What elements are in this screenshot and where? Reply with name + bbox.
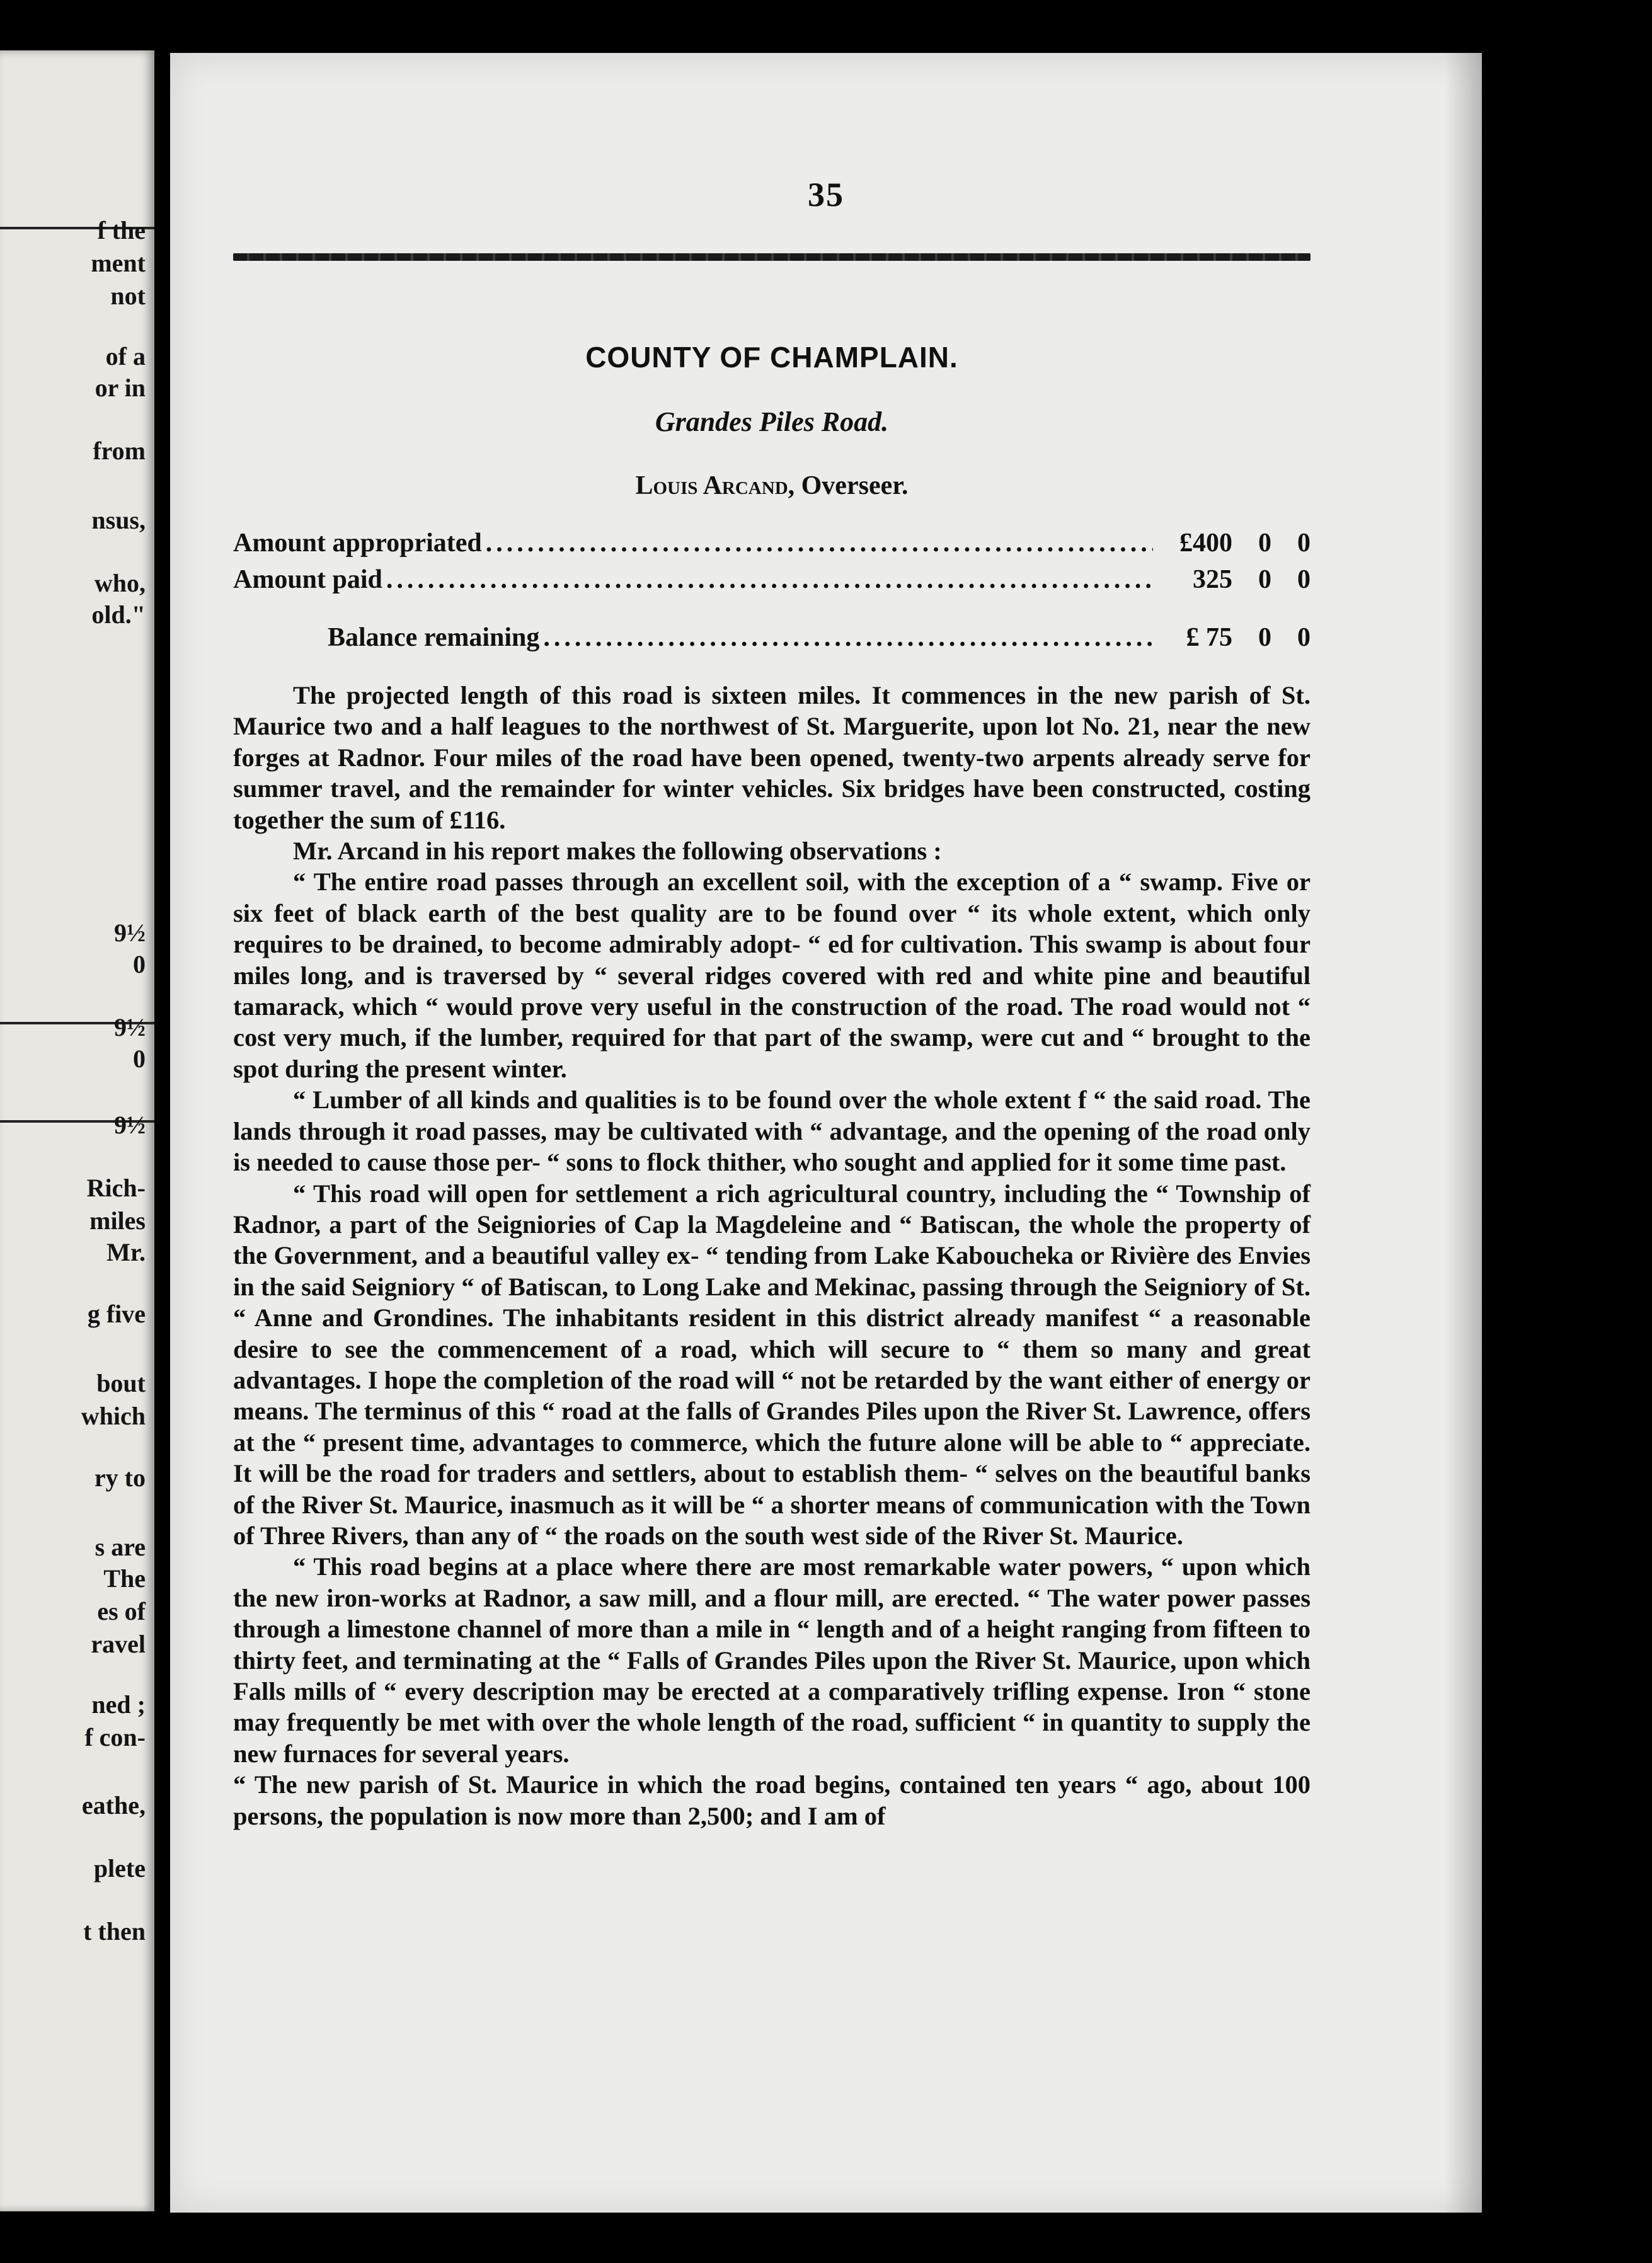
- left-page-fragment: eathe,: [81, 1791, 146, 1819]
- left-page-fragment: ment: [91, 249, 146, 277]
- paragraph: “ This road begins at a place where there are most remarkable water powers, “ upon which the new iron-works at Radnor, a saw mill, and a flour mill, are erected. “ The water power passes through a limestone channel of more than a mile in “ length and of a height ranging from fifteen to thirty feet, and terminating at the “ Falls of Grandes Piles upon the River St. Maurice, upon which Falls mills of “ every description may be erected at a comparatively trifling expense. Iron “ stone may frequently be met with over the whole length of the road, sufficient “ in quantity to supply the new furnaces for several years.: [233, 1552, 1311, 1768]
- left-page-fragment: 0: [133, 950, 146, 978]
- leader-dots: [386, 561, 1153, 598]
- book-page: [170, 53, 1482, 2213]
- left-page-fragment: 0: [133, 1045, 146, 1073]
- left-page-fragment: plete: [93, 1854, 146, 1882]
- paragraph: “ The new parish of St. Maurice in which the road begins, contained ten years “ ago, about 100 persons, the population is now more than 2,500; and I am of: [233, 1770, 1311, 1830]
- page-content: [233, 290, 1311, 1831]
- left-page-fragment: f the: [97, 216, 146, 244]
- left-page-fragment: old.": [91, 600, 146, 629]
- account-amount: £400: [1179, 529, 1232, 558]
- account-amount: £ 75: [1186, 623, 1232, 652]
- left-page-fragment: 9½: [114, 1111, 146, 1139]
- account-label: Amount paid: [233, 565, 382, 594]
- body-text: [233, 680, 1311, 1831]
- left-page-fragment: of a: [105, 342, 146, 370]
- paragraph: Mr. Arcand in his report makes the following observations :: [293, 837, 942, 866]
- account-shillings: 0: [1258, 529, 1271, 558]
- account-shillings: 0: [1258, 565, 1271, 594]
- road-heading: Grandes Piles Road.: [655, 406, 889, 437]
- account-pence: 0: [1297, 529, 1311, 558]
- page-number: 35: [808, 176, 844, 214]
- paragraph: “ The entire road passes through an excellent soil, with the exception of a “ swamp. Five or six feet of black earth of the best quality are to be found over “ its whole extent, which only requires to be drained, to become admirably adopt- “ ed for cultivation. This swamp is about four miles long, and is traversed by “ several ridges covered with red and white pine and beautiful tamarack, which “ would prove very useful in the construction of the road. The road would not “ cost very much, if the lumber, required for that part of the swamp, were cut and “ brought to the spot during the present winter.: [233, 868, 1311, 1083]
- account-row-paid: [233, 561, 1311, 598]
- account-label: Balance remaining: [328, 623, 540, 652]
- left-page-fragment: es of: [97, 1597, 146, 1625]
- left-page-fragment: or in: [95, 374, 146, 402]
- account-row-appropriated: [233, 525, 1311, 561]
- page-shadow: [1444, 53, 1482, 2213]
- left-page-fragment: 9½: [114, 919, 146, 947]
- left-page-fragment: ned ;: [91, 1690, 146, 1719]
- overseer-line: [233, 471, 1311, 501]
- left-page-fragment: ry to: [94, 1464, 146, 1492]
- left-page-fragment: from: [93, 437, 146, 465]
- left-page-fragment: Rich-: [86, 1174, 146, 1202]
- left-page-fragment: g five: [87, 1300, 146, 1328]
- overseer-role: Overseer.: [801, 471, 909, 500]
- left-page-edge: [0, 50, 154, 2211]
- left-page-fragment: which: [81, 1402, 146, 1430]
- left-page-fragment: not: [110, 282, 146, 310]
- left-page-fragment: f con-: [84, 1723, 146, 1751]
- leader-dots: [543, 619, 1153, 656]
- left-page-fragment: s are: [95, 1533, 146, 1561]
- left-page-fragment: ravel: [91, 1630, 146, 1658]
- paragraph: The projected length of this road is sixteen miles. It commences in the new parish of St. Maurice two and a half leagues to the northwest of St. Marguerite, upon lot No. 21, near the new forges at Radnor. Four miles of the road have been opened, twenty-two arpents already serve for summer travel, and the remainder for winter vehicles. Six bridges have been constructed, costing together the sum of £116.: [233, 681, 1311, 834]
- paragraph: “ This road will open for settlement a rich agricultural country, including the “ Township of Radnor, a part of the Seigniories of Cap la Magdeleine and “ Batiscan, the whole the property of the Government, and a beautiful valley ex- “ tending from Lake Kaboucheka or Rivière des Envies in the said Seigniory “ of Batiscan, to Long Lake and Mekinac, passing through the Seigniory of St. “ Anne and Grondines. The inhabitants resident in this district already manifest “ a reasonable desire to see the commencement of a road, which will secure to “ them so many and great advantages. I hope the completion of the road will “ not be retarded by the want either of energy or means. The terminus of this “ road at the falls of Grandes Piles upon the River St. Lawrence, offers at the “ present time, advantages to commerce, which the future alone will be able to “ appreciate. It will be the road for traders and settlers, about to establish them- “ selves on the beautiful banks of the River St. Maurice, inasmuch as it will be “ a shorter means of communication with the Town of Three Rivers, than any of “ the roads on the south west side of the River St. Maurice.: [233, 1179, 1311, 1550]
- overseer-name: Louis Arcand,: [635, 471, 795, 500]
- account-pence: 0: [1297, 623, 1311, 652]
- leader-dots: [486, 525, 1153, 561]
- left-page-fragment: 9½: [114, 1013, 146, 1041]
- left-page-fragment: t then: [83, 1917, 146, 1945]
- left-page-fragment: bout: [96, 1369, 146, 1397]
- header-rule: [233, 253, 1311, 261]
- account-pence: 0: [1297, 565, 1311, 594]
- paragraph: “ Lumber of all kinds and qualities is to be found over the whole extent f “ the said road. The lands through it road passes, may be cultivated with “ advantage, and the opening of the road only is needed to cause those per- “ sons to flock thither, who sought and applied for it some time past.: [233, 1086, 1311, 1177]
- account-amount: 325: [1193, 565, 1232, 594]
- left-page-fragment: nsus,: [91, 506, 146, 534]
- account-shillings: 0: [1258, 623, 1271, 652]
- county-heading: COUNTY OF CHAMPLAIN.: [585, 341, 958, 374]
- left-page-fragment: The: [103, 1564, 146, 1593]
- left-page-fragment: who,: [94, 569, 146, 597]
- left-page-fragment: miles: [89, 1206, 146, 1235]
- left-page-fragment: Mr.: [106, 1238, 146, 1266]
- account-label: Amount appropriated: [233, 529, 482, 558]
- account-row-balance: [233, 619, 1311, 656]
